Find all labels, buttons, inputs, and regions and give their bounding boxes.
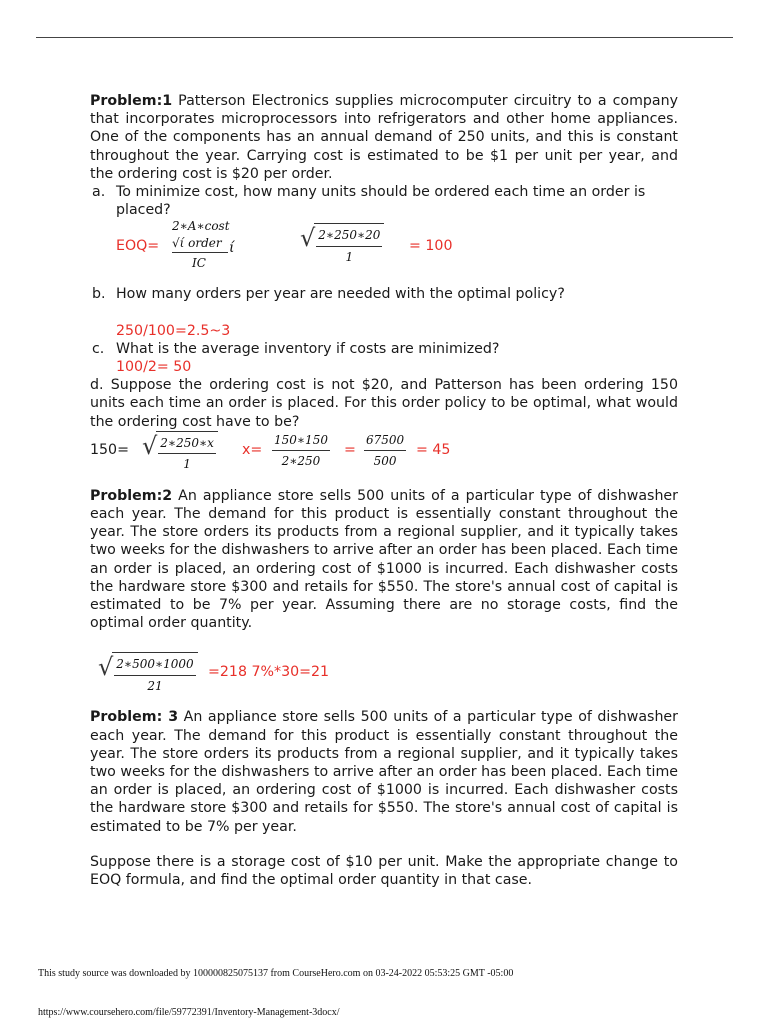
question-b-label: b. [92, 286, 106, 303]
eoq-calc-numerator: 2∗250∗20 [316, 226, 382, 246]
d-result: = 45 [416, 441, 451, 458]
problem-3-heading: Problem: 3 [90, 709, 179, 726]
eoq-numerator: 2∗A∗cost [172, 219, 230, 234]
question-c [90, 340, 678, 358]
eoq-tail: ί [229, 240, 235, 257]
problem-3-question: Suppose there is a storage cost of $10 per unit. Make the appropriate change to EOQ formula, and find the optimal order quantity in that case. [90, 853, 678, 889]
problem-1-statement [90, 92, 678, 183]
question-b-text: How many orders per year are needed with the optimal policy? [116, 286, 565, 303]
answer-b: 250/100=2.5~3 [116, 322, 231, 339]
problem-2-heading: Problem:2 [90, 487, 173, 504]
question-c-label: c. [92, 340, 105, 357]
eoq-middle: √ί order [172, 236, 222, 251]
p2-sqrt [98, 652, 198, 694]
p2-sqrt-numerator: 2∗500∗1000 [114, 655, 195, 675]
p2-result: =218 7%*30=21 [208, 664, 330, 681]
d-fraction-1-denominator: 2∗250 [281, 454, 321, 469]
question-d-text: d. Suppose the ordering cost is not $20, and Patterson has been ordering 150 units each time an order is placed. For this order policy to be optimal, what would the ordering cost have to be? [90, 377, 678, 430]
eoq-calc-sqrt [300, 223, 384, 265]
d-fraction-2-numerator: 67500 [364, 431, 406, 451]
d-fraction-2-denominator: 500 [373, 454, 397, 469]
p2-sqrt-denominator: 21 [147, 678, 163, 693]
d-lhs: 150= [90, 441, 129, 458]
problem-1-heading: Problem:1 [90, 93, 173, 109]
eoq-calc-denominator: 1 [345, 249, 354, 264]
sqrt-sign-icon: √ [98, 653, 114, 682]
d-fraction-1 [272, 431, 330, 470]
eoq-result: = 100 [409, 238, 453, 255]
d-sqrt-denominator: 1 [183, 457, 191, 472]
source-url: https://www.coursehero.com/file/59772391/Inventory-Management-3docx/ [38, 1007, 340, 1018]
download-notice: This study source was downloaded by 100000825075137 from CourseHero.com on 03-24-2022 05:53:25 GMT -05:00 [38, 968, 514, 979]
answer-c: 100/2= 50 [116, 359, 192, 376]
document-body [90, 92, 678, 889]
d-fraction-1-numerator: 150∗150 [272, 431, 330, 451]
sqrt-sign-icon: √ [142, 431, 158, 460]
sqrt-sign-icon: √ [300, 224, 316, 253]
problem-3-text: An appliance store sells 500 units of a particular type of dishwasher each year. The demand for this product is essentially constant throughout the year. The store orders its products from a regional supplier, and it typically takes two weeks for the dishwashers to arrive after an order has been placed. Each time an order is placed, an ordering cost of $1000 is incurred. Each dishwasher costs the hardware store $300 and retails for $550. The store's annual cost of capital is estimated to be 7% per year. [90, 709, 678, 835]
question-d-equation [90, 431, 678, 472]
question-b [90, 285, 678, 303]
problem-2-statement [90, 487, 678, 633]
d-fraction-2 [364, 431, 406, 470]
question-a-text: To minimize cost, how many units should be ordered each time an order is placed? [116, 184, 646, 219]
question-a [90, 183, 678, 219]
problem-3-statement [90, 708, 678, 835]
question-a-label: a. [92, 184, 106, 201]
eoq-denominator: IC [192, 256, 206, 271]
eoq-label: EOQ= [116, 238, 160, 255]
eoq-formula-line [90, 219, 678, 273]
eoq-fraction-bar [172, 252, 228, 253]
d-sqrt [142, 431, 218, 473]
top-rule [36, 37, 733, 38]
d-sqrt-numerator: 2∗250∗x [158, 434, 216, 454]
d-x-label: x= [242, 441, 263, 458]
question-c-text: What is the average inventory if costs are minimized? [116, 340, 500, 357]
problem-2-equation [90, 652, 678, 692]
problem-1-text: Patterson Electronics supplies microcomputer circuitry to a company that incorporates microprocessors into refrigerators and other home appliances. One of the components has an annual demand of 250 units, and this is constant throughout the year. Carrying cost is estimated to be $1 per unit per year, and the ordering cost is $20 per order. [90, 93, 678, 182]
problem-2-text: An appliance store sells 500 units of a particular type of dishwasher each year. The demand for this product is essentially constant throughout the year. The store orders its products from a regional supplier, and it typically takes two weeks for the dishwashers to arrive after an order has been placed. Each time an order is placed, an ordering cost of $1000 is incurred. Each dishwasher costs the hardware store $300 and retails for $550. The store's annual cost of capital is estimated to be 7% per year. Assuming there are no storage costs, find the optimal order quantity. [90, 487, 678, 632]
d-equals: = [344, 441, 356, 458]
